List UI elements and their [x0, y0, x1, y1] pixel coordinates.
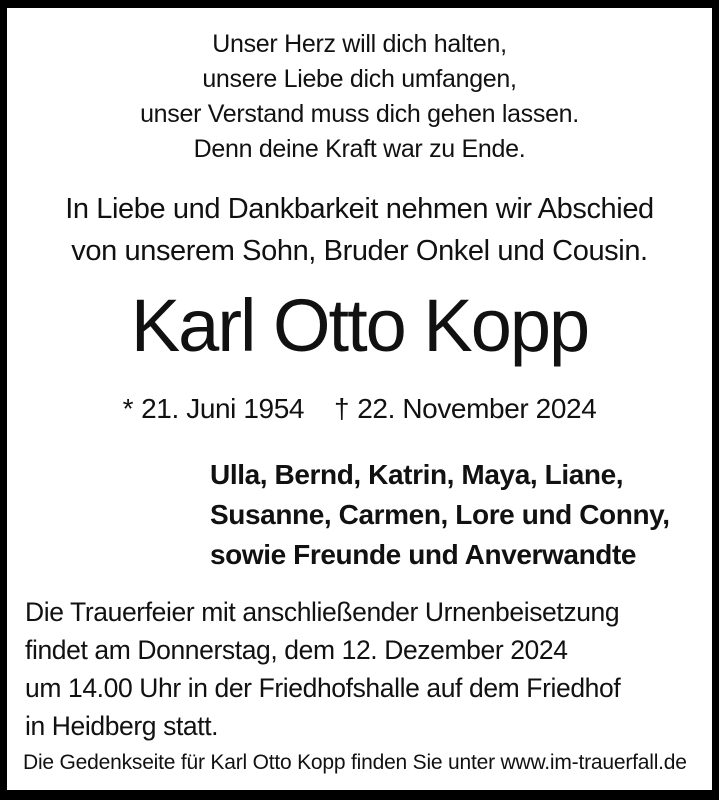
mourners-line: sowie Freunde und Anverwandte [210, 539, 637, 570]
poem-line: Unser Herz will dich halten, [212, 30, 507, 58]
funeral-details-line: findet am Donnerstag, dem 12. Dezember 2024 [25, 635, 568, 665]
mourners-line: Ulla, Bernd, Katrin, Maya, Liane, [210, 459, 624, 490]
funeral-details [7, 593, 712, 745]
farewell-intro [7, 188, 712, 272]
funeral-details-line: in Heidberg statt. [25, 711, 219, 741]
funeral-details-line: Die Trauerfeier mit anschließender Urnenbeisetzung [25, 597, 620, 627]
life-dates [7, 389, 712, 429]
death-date: 22. November 2024 [357, 393, 597, 424]
death-cross-symbol: † [334, 393, 350, 424]
birth-symbol: * [122, 393, 134, 424]
funeral-details-line: um 14.00 Uhr in der Friedhofshalle auf dem Friedhof [25, 673, 621, 703]
farewell-intro-line: In Liebe und Dankbarkeit nehmen wir Abschied [65, 193, 654, 225]
deceased-name: Karl Otto Kopp [130, 284, 589, 367]
memorial-site-note: Die Gedenkseite für Karl Otto Kopp finden Sie unter www.im-trauerfall.de [23, 751, 687, 774]
condolence-poem [7, 27, 712, 167]
poem-line: unsere Liebe dich umfangen, [202, 65, 517, 93]
farewell-intro-line: von unserem Sohn, Bruder Onkel und Cousin. [71, 235, 648, 267]
poem-line: Denn deine Kraft war zu Ende. [193, 135, 526, 163]
mourners-list [7, 455, 712, 575]
poem-line: unser Verstand muss dich gehen lassen. [140, 100, 579, 128]
mourners-line: Susanne, Carmen, Lore und Conny, [210, 499, 670, 530]
birth-date: 21. Juni 1954 [141, 393, 305, 424]
